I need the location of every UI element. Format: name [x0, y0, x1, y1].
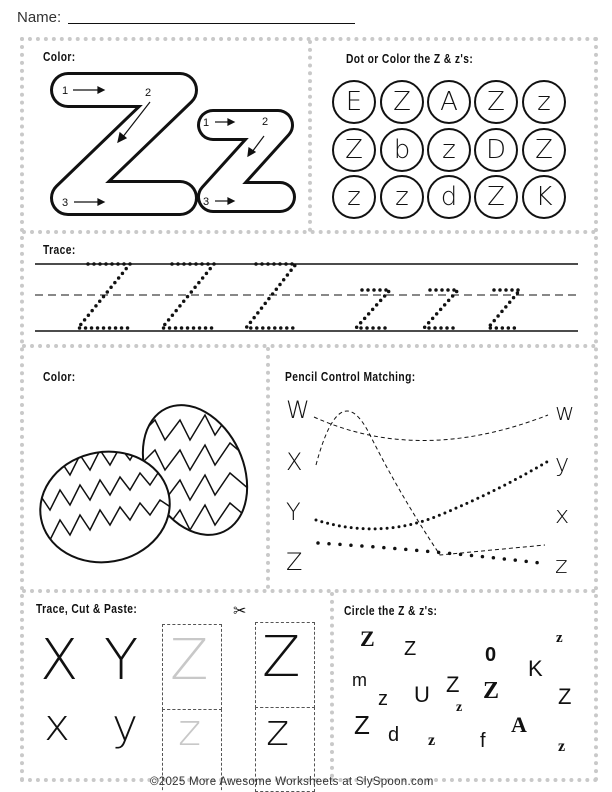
letter-circle[interactable]: K — [522, 175, 566, 219]
scatter-letter[interactable]: f — [480, 730, 486, 752]
letter-circle[interactable]: d — [427, 175, 471, 219]
cut-letter: Z — [262, 625, 301, 690]
letter-circle[interactable]: z — [332, 175, 376, 219]
letter-circle[interactable]: Z — [380, 80, 424, 124]
name-line[interactable] — [68, 23, 355, 24]
left-letter[interactable]: Z — [286, 548, 303, 576]
scatter-letter[interactable]: z — [456, 700, 463, 715]
divider — [22, 230, 596, 234]
scatter-letter[interactable]: Z — [360, 626, 375, 651]
trace-letter: x — [44, 700, 71, 751]
step-number: 1 — [62, 85, 69, 97]
scatter-letter[interactable]: 0 — [485, 644, 497, 666]
letter-circle[interactable]: z — [427, 128, 471, 172]
matching-paths[interactable] — [300, 395, 560, 575]
step-number: 3 — [62, 197, 69, 209]
letter-circle[interactable]: Z — [332, 128, 376, 172]
left-letter[interactable]: W — [286, 396, 310, 424]
letter-circle[interactable]: b — [380, 128, 424, 172]
left-letter[interactable]: Y — [286, 498, 301, 526]
dotted-lowercase-z — [356, 290, 520, 328]
scatter-letter[interactable]: K — [528, 656, 543, 681]
name-label: Name: — [17, 9, 62, 26]
trace-heading: Trace: — [43, 243, 76, 257]
trace-letter: X — [40, 628, 79, 693]
letter-circle[interactable]: Z — [474, 80, 518, 124]
color-heading: Color: — [43, 50, 76, 64]
cut-paste-heading: Trace, Cut & Paste: — [36, 602, 138, 616]
uppercase-z-outline — [68, 90, 180, 198]
trace-letter: Y — [104, 628, 139, 693]
letter-circle[interactable]: E — [332, 80, 376, 124]
cut-letter: z — [266, 705, 290, 756]
scatter-letter[interactable]: U — [414, 682, 430, 707]
right-letter[interactable]: z — [555, 551, 568, 579]
divider — [266, 347, 270, 589]
divider — [22, 589, 596, 593]
lowercase-z-outline — [213, 125, 280, 197]
scatter-letter[interactable]: z — [428, 732, 436, 749]
scatter-letter[interactable]: A — [511, 712, 527, 737]
step-number: 2 — [145, 87, 152, 99]
letter-circle[interactable]: A — [427, 80, 471, 124]
letter-circle[interactable]: Z — [474, 175, 518, 219]
scatter-letter[interactable]: z — [558, 738, 566, 755]
circle-heading: Circle the Z & z's: — [344, 604, 438, 618]
scatter-letter[interactable]: z — [556, 630, 563, 646]
divider — [330, 592, 334, 778]
matching-heading: Pencil Control Matching: — [285, 370, 416, 384]
letter-circle[interactable]: z — [380, 175, 424, 219]
scatter-letter[interactable]: Z — [446, 672, 460, 697]
letter-zz-outline — [40, 70, 300, 225]
scatter-letter[interactable]: Z — [483, 678, 500, 704]
right-letter[interactable]: x — [555, 501, 570, 529]
scatter-letter[interactable]: Z — [558, 684, 572, 709]
easter-eggs-drawing — [30, 395, 260, 580]
right-letter[interactable]: y — [555, 449, 570, 477]
letter-circle[interactable]: z — [522, 80, 566, 124]
scatter-letter[interactable]: d — [388, 724, 400, 746]
dot-color-heading: Dot or Color the Z & z's: — [346, 52, 474, 66]
letter-circle[interactable]: D — [474, 128, 518, 172]
paste-letter: Z — [170, 628, 209, 693]
scatter-letter[interactable]: Z — [354, 710, 370, 740]
dotted-uppercase-z — [78, 264, 296, 328]
right-letter[interactable]: w — [555, 398, 575, 426]
step-number: 2 — [262, 116, 269, 128]
letter-circle[interactable]: Z — [522, 128, 566, 172]
left-letter[interactable]: X — [286, 448, 303, 476]
scatter-letter[interactable]: m — [352, 670, 367, 690]
scissors-icon: ✂ — [233, 603, 247, 620]
paste-letter: z — [178, 705, 202, 756]
color-eggs-heading: Color: — [43, 370, 76, 384]
trace-lines[interactable] — [0, 250, 612, 345]
footer-copyright: ©2025 More Awesome Worksheets at SlySpoon.com — [150, 776, 434, 788]
trace-letter: y — [112, 700, 139, 751]
step-number: 3 — [203, 196, 210, 208]
scatter-letter[interactable]: z — [378, 688, 388, 710]
step-number: 1 — [203, 117, 210, 129]
scatter-letter[interactable]: Z — [404, 638, 417, 660]
divider — [308, 40, 312, 232]
